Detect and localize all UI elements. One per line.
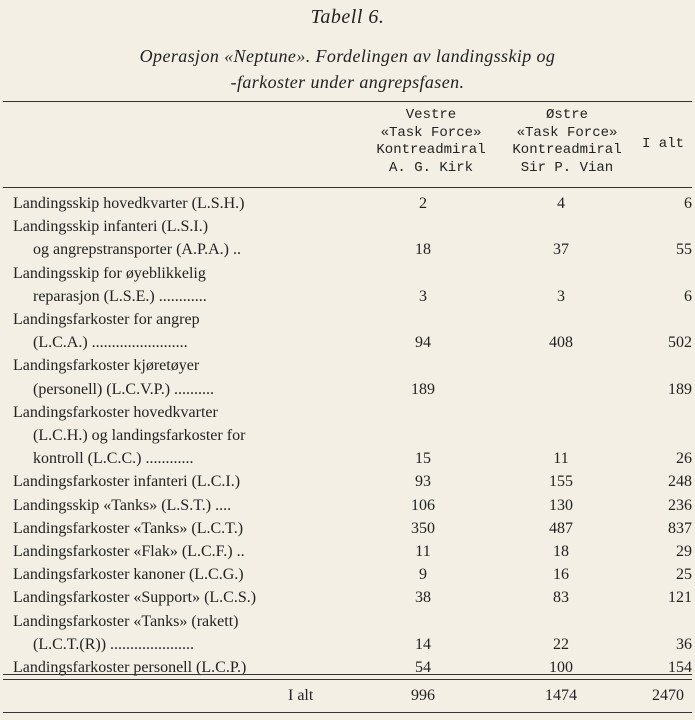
cell-total: 248 xyxy=(668,473,692,491)
cell-west: 54 xyxy=(415,659,431,677)
cell-total-wrap xyxy=(612,563,692,586)
cell-west: 94 xyxy=(415,334,431,352)
table-row xyxy=(0,494,695,517)
row-label xyxy=(0,470,363,493)
cell-total: 29 xyxy=(676,543,692,561)
cell-west: 106 xyxy=(411,496,435,514)
cell-total-wrap xyxy=(612,238,692,261)
row-label-line: Landingsskip infanteri (L.S.I.) xyxy=(13,218,209,236)
row-label-line: (L.C.T.(R)) ..................... xyxy=(33,635,195,653)
row-label-line: Landingsfarkoster «Flak» (L.C.F.) .. xyxy=(13,543,245,561)
row-label-line: Landingsfarkoster hovedkvarter xyxy=(13,403,218,421)
cell-east: 487 xyxy=(549,519,573,537)
row-label xyxy=(0,563,363,586)
cell-total: 6 xyxy=(684,287,692,305)
cell-total-wrap xyxy=(612,285,692,308)
total-east: 1474 xyxy=(545,687,577,704)
row-label-line: Landingsfarkoster kanoner (L.C.G.) xyxy=(13,566,244,584)
total-label: I alt xyxy=(288,687,314,704)
row-label-line: Landingsskip hovedkvarter (L.S.H.) xyxy=(13,195,245,212)
row-label xyxy=(0,610,363,656)
table-row xyxy=(0,308,695,354)
cell-total: 189 xyxy=(668,380,692,398)
total-all: 2470 xyxy=(652,687,684,704)
cell-east: 130 xyxy=(549,496,573,514)
cell-east: 155 xyxy=(549,473,573,491)
row-label xyxy=(0,540,363,563)
row-label-line: Landingsfarkoster kjøretøyer xyxy=(13,357,200,375)
cell-west: 3 xyxy=(419,287,427,305)
row-label-line: Landingsfarkoster «Tanks» (rakett) xyxy=(13,612,239,630)
cell-west: 14 xyxy=(415,635,431,653)
row-label-line: Landingsfarkoster for angrep xyxy=(13,311,200,329)
row-label-line: (L.C.A.) ........................ xyxy=(33,334,188,352)
table-row xyxy=(0,563,695,586)
row-label xyxy=(0,586,363,609)
row-label xyxy=(0,517,363,540)
cell-west: 350 xyxy=(411,519,435,537)
table-top-rule xyxy=(3,101,692,102)
column-header-total: I alt xyxy=(641,136,684,152)
table-row xyxy=(0,215,695,261)
cell-total: 121 xyxy=(668,589,692,607)
cell-total-wrap xyxy=(612,331,692,354)
cell-total: 154 xyxy=(668,659,692,677)
table-row xyxy=(0,262,695,308)
column-header-west-line: Vestre xyxy=(405,107,457,123)
cell-total: 26 xyxy=(676,450,692,468)
cell-total-wrap xyxy=(612,517,692,540)
cell-west: 15 xyxy=(415,450,431,468)
column-header-east-line: «Task Force» xyxy=(516,124,618,141)
total-west: 996 xyxy=(411,687,435,704)
row-label-line: Landingsskip «Tanks» (L.S.T.) .... xyxy=(13,496,232,514)
row-label-line: Landingsfarkoster «Tanks» (L.C.T.) xyxy=(13,519,244,537)
table-row xyxy=(0,540,695,563)
table-header-rule xyxy=(3,187,692,188)
cell-east: 22 xyxy=(553,635,569,653)
table-row xyxy=(0,586,695,609)
column-header-east-line: Østre xyxy=(545,107,588,123)
table-bottom-rule xyxy=(3,712,692,713)
column-header-west xyxy=(364,107,498,177)
table-total-row xyxy=(0,681,695,711)
cell-west: 38 xyxy=(415,589,431,607)
table-row xyxy=(0,656,695,679)
cell-east: 37 xyxy=(553,241,569,259)
cell-east: 3 xyxy=(557,287,565,305)
cell-west: 18 xyxy=(415,241,431,259)
row-label-line: kontroll (L.C.C.) ............ xyxy=(33,450,194,468)
cell-east: 11 xyxy=(553,450,569,468)
cell-total-wrap xyxy=(612,494,692,517)
row-label-line: Landingsfarkoster «Support» (L.C.S.) xyxy=(13,589,257,607)
cell-west: 93 xyxy=(415,473,431,491)
cell-east: 18 xyxy=(553,543,569,561)
cell-total-wrap xyxy=(612,540,692,563)
row-label xyxy=(0,215,363,261)
table-subtitle-line-2: -farkoster under angrepsfasen. xyxy=(230,72,465,92)
cell-total-wrap xyxy=(612,447,692,470)
cell-total: 502 xyxy=(668,334,692,352)
cell-total: 236 xyxy=(668,496,692,514)
row-label-line: (personell) (L.C.V.P.) .......... xyxy=(33,380,215,398)
table-total-rule-upper xyxy=(3,674,692,675)
cell-west: 2 xyxy=(419,195,427,212)
row-label-line: reparasjon (L.S.E.) ............ xyxy=(33,287,207,305)
table-row xyxy=(0,192,695,215)
cell-total-wrap xyxy=(612,470,692,493)
cell-total-wrap xyxy=(612,656,692,679)
row-label-line: og angrepstransporter (A.P.A.) .. xyxy=(33,241,241,259)
row-label xyxy=(0,494,363,517)
cell-east: 408 xyxy=(549,334,573,352)
table-total-rule-lower xyxy=(3,679,692,680)
cell-total-wrap xyxy=(612,192,692,215)
row-label-line: (L.C.H.) og landingsfarkoster for xyxy=(33,427,246,445)
table-row xyxy=(0,610,695,656)
cell-total-wrap xyxy=(612,633,692,656)
cell-total: 25 xyxy=(676,566,692,584)
row-label xyxy=(0,262,363,308)
cell-total: 6 xyxy=(684,195,692,212)
cell-east: 4 xyxy=(557,195,565,212)
cell-east: 16 xyxy=(553,566,569,584)
column-header-west-line: Kontreadmiral xyxy=(376,142,486,158)
column-header-east-line: Sir P. Vian xyxy=(520,159,614,176)
row-label-line: Landingsfarkoster personell (L.C.P.) xyxy=(13,659,247,677)
cell-east: 83 xyxy=(553,589,569,607)
column-header-west-line: «Task Force» xyxy=(380,124,482,141)
table-subtitle-line-1: Operasjon «Neptune». Fordelingen av landingsskip og xyxy=(139,46,556,66)
column-header-east-line: Kontreadmiral xyxy=(512,142,622,158)
table-title: Tabell 6. xyxy=(310,6,385,28)
row-label-line: Landingsfarkoster infanteri (L.C.I.) xyxy=(13,473,241,491)
row-label xyxy=(0,401,363,471)
cell-west: 9 xyxy=(419,566,427,584)
column-header-east xyxy=(500,107,634,177)
cell-total-wrap xyxy=(612,586,692,609)
table-body xyxy=(0,192,695,679)
cell-east: 100 xyxy=(549,659,573,677)
table-row xyxy=(0,470,695,493)
table-row xyxy=(0,401,695,471)
row-label xyxy=(0,354,363,400)
cell-total: 55 xyxy=(676,241,692,259)
cell-total: 837 xyxy=(668,519,692,537)
cell-west: 11 xyxy=(415,543,431,561)
row-label xyxy=(0,308,363,354)
cell-total: 36 xyxy=(676,635,692,653)
cell-west: 189 xyxy=(411,380,435,398)
row-label xyxy=(0,656,363,679)
table-row xyxy=(0,517,695,540)
table-row xyxy=(0,354,695,400)
column-header-west-line: A. G. Kirk xyxy=(388,159,473,176)
row-label xyxy=(0,192,363,215)
cell-total-wrap xyxy=(612,378,692,401)
row-label-line: Landingsskip for øyeblikkelig xyxy=(13,264,206,282)
